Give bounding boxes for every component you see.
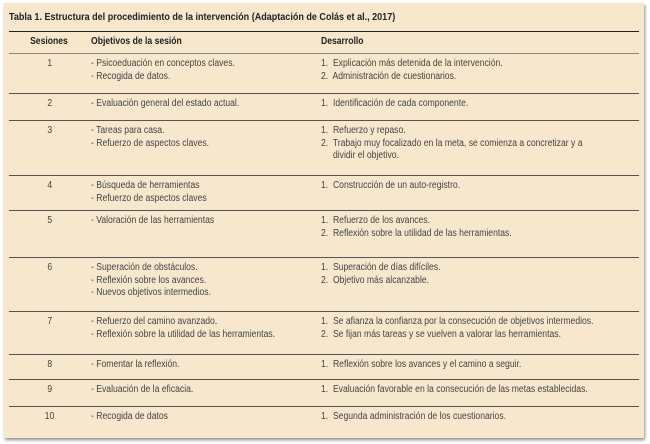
development-cell: [320, 355, 639, 380]
development-item: 2. Objetivo más alcanzable.: [321, 274, 430, 286]
session-number: [9, 54, 90, 94]
session-number: [9, 94, 90, 121]
session-text: 9: [46, 384, 52, 395]
development-item: 2. Reflexión sobre la utilidad de las herramientas.: [321, 227, 512, 239]
objectives-cell: [90, 380, 321, 407]
session-text: 7: [46, 316, 52, 327]
objective-item: - Nuevos objetivos intermedios.: [90, 287, 211, 298]
session-number: [9, 312, 90, 355]
development-cell: [320, 211, 639, 258]
session-text: 4: [46, 180, 52, 191]
session-text: 8: [46, 359, 52, 370]
objectives-cell: [90, 121, 321, 176]
development-item: 2. Trabajo muy focalizado en la meta, se comienza a concretizar y a: [321, 137, 583, 149]
objective-item: - Búsqueda de herramientas: [90, 180, 200, 191]
development-cell: [320, 176, 639, 211]
development-item: 1. Evaluación favorable en la consecución de las metas establecidas.: [321, 384, 588, 395]
table-row: [9, 407, 639, 434]
development-cell: [320, 258, 639, 312]
objective-item: - Superación de obstáculos.: [90, 262, 198, 273]
session-number: [9, 121, 90, 176]
development-cell: [320, 312, 639, 355]
objectives-cell: [90, 54, 321, 94]
header-objetivos: Objetivos de la sesión: [90, 32, 321, 54]
objectives-cell: [90, 211, 321, 258]
table-row: [9, 176, 639, 211]
session-number: [9, 355, 90, 380]
development-item: 1. Explicación más detenida de la intervención.: [321, 58, 503, 69]
session-number: [9, 211, 90, 258]
development-item: 2. Administración de cuestionarios.: [321, 70, 457, 82]
development-item: 1. Reflexión sobre los avances y el camino a seguir.: [321, 359, 522, 370]
session-number: [9, 176, 90, 211]
table-title: Tabla 1. Estructura del procedimiento de la intervención (Adaptación de Colás et al., 2017): [9, 11, 396, 23]
session-number: [9, 407, 90, 434]
development-cell: [320, 94, 639, 121]
objective-item: - Valoración de las herramientas: [90, 215, 214, 226]
development-item: 1. Segunda administración de los cuestionarios.: [321, 411, 507, 422]
session-text: 6: [46, 262, 52, 273]
header-desarrollo: Desarrollo: [320, 32, 639, 54]
development-cell: [320, 407, 639, 434]
table-row: [9, 355, 639, 380]
development-cell: [320, 54, 639, 94]
objective-item: - Recogida de datos: [90, 411, 168, 422]
objective-item: - Refuerzo del camino avanzado.: [90, 316, 217, 327]
development-item: 1. Se afianza la confianza por la consecución de objetivos intermedios.: [321, 316, 594, 327]
objectives-cell: [90, 176, 321, 211]
session-number: [9, 380, 90, 407]
objectives-cell: [90, 94, 321, 121]
header-sesiones: Sesiones: [9, 32, 90, 54]
objective-item: - Psicoeduación en conceptos claves.: [90, 58, 235, 69]
table-row: [9, 380, 639, 407]
development-item: dividir el objetivo.: [321, 150, 400, 161]
objectives-cell: [90, 312, 321, 355]
table-card: [4, 3, 644, 438]
session-text: 10: [44, 411, 55, 422]
table-row: [9, 258, 639, 312]
objective-item: - Reflexión sobre los avances.: [90, 274, 206, 286]
development-cell: [320, 121, 639, 176]
table-row: [9, 94, 639, 121]
procedure-table: [9, 31, 639, 434]
table-row: [9, 211, 639, 258]
objectives-cell: [90, 258, 321, 312]
objectives-cell: [90, 407, 321, 434]
development-item: 2. Se fijan más tareas y se vuelven a valorar las herramientas.: [321, 328, 562, 340]
objectives-cell: [90, 355, 321, 380]
session-text: 1: [46, 58, 52, 69]
development-item: 1. Refuerzo y repaso.: [321, 125, 406, 136]
objective-item: - Tareas para casa.: [90, 125, 165, 136]
development-item: 1. Refuerzo de los avances.: [321, 215, 431, 226]
development-item: 1. Construcción de un auto-registro.: [321, 180, 461, 191]
development-cell: [320, 380, 639, 407]
session-number: [9, 258, 90, 312]
objective-item: - Fomentar la reflexión.: [90, 359, 180, 370]
objective-item: - Refuerzo de aspectos claves: [90, 192, 207, 204]
table-row: [9, 312, 639, 355]
objective-item: - Refuerzo de aspectos claves.: [90, 137, 209, 149]
session-text: 3: [46, 125, 52, 136]
development-item: 1. Superación de días difíciles.: [321, 262, 441, 273]
session-text: 5: [46, 215, 52, 226]
header-row: [9, 32, 639, 54]
session-text: 2: [46, 98, 52, 109]
objective-item: - Evaluación de la eficacia.: [90, 384, 193, 395]
objective-item: - Recogida de datos.: [90, 70, 170, 82]
table-row: [9, 54, 639, 94]
development-item: 1. Identificación de cada componente.: [321, 98, 469, 109]
table-row: [9, 121, 639, 176]
objective-item: - Evaluación general del estado actual.: [90, 98, 239, 109]
objective-item: - Reflexión sobre la utilidad de las herramientas.: [90, 328, 275, 340]
